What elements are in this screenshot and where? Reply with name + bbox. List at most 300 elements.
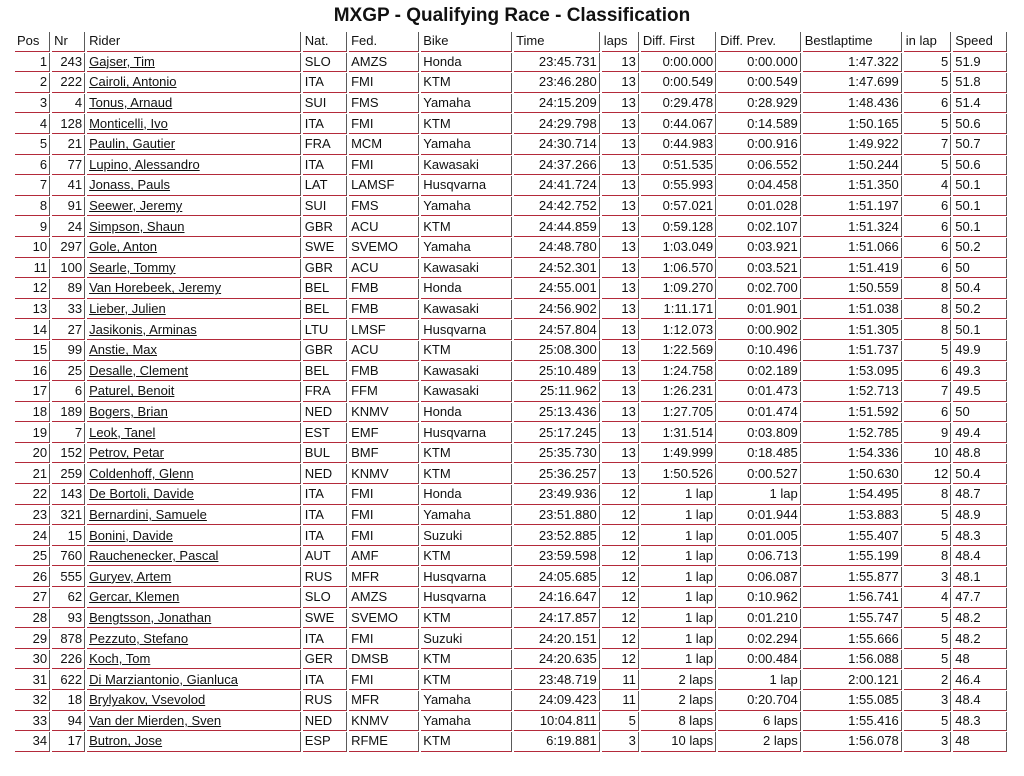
cell-nat: ITA	[303, 629, 347, 649]
cell-rider	[87, 238, 301, 258]
cell-bestlaptime: 1:50.244	[803, 156, 902, 176]
cell-in-lap: 8	[904, 279, 951, 299]
cell-in-lap: 10	[904, 444, 951, 464]
cell-bestlaptime: 1:54.495	[803, 485, 902, 505]
cell-nr: 17	[52, 732, 85, 752]
cell-laps: 5	[602, 712, 639, 732]
table-row	[15, 320, 1007, 340]
cell-diff-prev: 0:00.902	[718, 320, 801, 340]
cell-diff-first: 0:51.535	[641, 156, 716, 176]
cell-pos: 18	[15, 403, 50, 423]
table-row	[15, 712, 1007, 732]
cell-speed: 48.3	[953, 712, 1007, 732]
cell-laps: 13	[602, 156, 639, 176]
cell-diff-prev: 0:00.527	[718, 464, 801, 484]
cell-diff-prev: 0:01.474	[718, 403, 801, 423]
cell-nat: RUS	[303, 567, 347, 587]
cell-diff-first: 1 lap	[641, 588, 716, 608]
cell-diff-first: 1 lap	[641, 650, 716, 670]
cell-diff-prev: 0:02.107	[718, 217, 801, 237]
cell-nr: 226	[52, 650, 85, 670]
cell-in-lap: 6	[904, 217, 951, 237]
cell-nr: 24	[52, 217, 85, 237]
cell-rider	[87, 732, 301, 752]
cell-laps: 13	[602, 176, 639, 196]
cell-speed: 49.5	[953, 382, 1007, 402]
cell-rider	[87, 526, 301, 546]
cell-diff-prev: 0:01.901	[718, 300, 801, 320]
cell-pos: 15	[15, 341, 50, 361]
cell-fed: AMZS	[349, 53, 419, 73]
cell-diff-first: 1:12.073	[641, 320, 716, 340]
table-row	[15, 609, 1007, 629]
cell-nr: 27	[52, 320, 85, 340]
cell-diff-first: 1:26.231	[641, 382, 716, 402]
rider-link[interactable]: Van Horebeek, Jeremy	[89, 280, 222, 296]
table-row	[15, 650, 1007, 670]
rider-link[interactable]: Butron, Jose	[89, 733, 163, 749]
table-row	[15, 362, 1007, 382]
rider-link[interactable]: Bogers, Brian	[89, 403, 168, 419]
cell-laps: 13	[602, 403, 639, 423]
cell-diff-prev: 0:00.484	[718, 650, 801, 670]
table-row	[15, 423, 1007, 443]
cell-nr: 6	[52, 382, 85, 402]
rider-link[interactable]: Lupino, Alessandro	[89, 156, 200, 172]
cell-fed: AMZS	[349, 588, 419, 608]
cell-pos: 4	[15, 114, 50, 134]
cell-pos: 20	[15, 444, 50, 464]
rider-link[interactable]: Desalle, Clement	[89, 362, 189, 378]
cell-diff-prev: 0:28.929	[718, 94, 801, 114]
cell-in-lap: 6	[904, 197, 951, 217]
cell-laps: 13	[602, 238, 639, 258]
cell-nat: GBR	[303, 259, 347, 279]
rider-link[interactable]: Paturel, Benoit	[89, 383, 175, 399]
cell-pos: 25	[15, 547, 50, 567]
rider-link[interactable]: Brylyakov, Vsevolod	[89, 692, 206, 708]
cell-speed: 48	[953, 732, 1007, 752]
cell-laps: 12	[602, 547, 639, 567]
cell-pos: 30	[15, 650, 50, 670]
cell-time: 10:04.811	[514, 712, 600, 732]
cell-diff-first: 2 laps	[641, 691, 716, 711]
rider-link[interactable]: Leok, Tanel	[89, 424, 156, 440]
cell-speed: 50	[953, 259, 1007, 279]
cell-in-lap: 6	[904, 238, 951, 258]
cell-bestlaptime: 2:00.121	[803, 670, 902, 690]
cell-fed: ACU	[349, 341, 419, 361]
table-body	[15, 53, 1007, 752]
cell-in-lap: 3	[904, 567, 951, 587]
cell-pos: 13	[15, 300, 50, 320]
cell-diff-first: 0:59.128	[641, 217, 716, 237]
cell-pos: 31	[15, 670, 50, 690]
cell-nat: ITA	[303, 156, 347, 176]
rider-link[interactable]: Bengtsson, Jonathan	[89, 609, 212, 625]
cell-bestlaptime: 1:50.559	[803, 279, 902, 299]
cell-diff-first: 1:27.705	[641, 403, 716, 423]
cell-diff-prev: 0:06.713	[718, 547, 801, 567]
cell-bike: Yamaha	[421, 197, 512, 217]
cell-rider	[87, 712, 301, 732]
rider-link[interactable]: Di Marziantonio, Gianluca	[89, 671, 238, 687]
rider-link[interactable]: Gercar, Klemen	[89, 589, 180, 605]
cell-nr: 93	[52, 609, 85, 629]
cell-rider	[87, 629, 301, 649]
rider-link[interactable]: Paulin, Gautier	[89, 136, 176, 152]
cell-pos: 34	[15, 732, 50, 752]
cell-nat: SUI	[303, 197, 347, 217]
cell-fed: FMI	[349, 526, 419, 546]
cell-diff-prev: 0:01.473	[718, 382, 801, 402]
cell-in-lap: 5	[904, 506, 951, 526]
cell-bestlaptime: 1:52.713	[803, 382, 902, 402]
cell-bestlaptime: 1:51.324	[803, 217, 902, 237]
cell-speed: 50.1	[953, 176, 1007, 196]
cell-nat: SUI	[303, 94, 347, 114]
cell-time: 25:13.436	[514, 403, 600, 423]
rider-link[interactable]: Pezzuto, Stefano	[89, 630, 189, 646]
cell-pos: 26	[15, 567, 50, 587]
cell-nat: NED	[303, 464, 347, 484]
cell-rider	[87, 94, 301, 114]
cell-rider	[87, 403, 301, 423]
rider-link[interactable]: Lieber, Julien	[89, 301, 166, 317]
cell-laps: 13	[602, 300, 639, 320]
cell-nat: SWE	[303, 238, 347, 258]
rider-link[interactable]: Bernardini, Samuele	[89, 506, 207, 522]
cell-diff-prev: 0:03.809	[718, 423, 801, 443]
cell-bike: Yamaha	[421, 94, 512, 114]
table-row	[15, 259, 1007, 279]
cell-time: 25:08.300	[514, 341, 600, 361]
cell-laps: 13	[602, 259, 639, 279]
cell-diff-prev: 0:14.589	[718, 114, 801, 134]
rider-link[interactable]: Guryev, Artem	[89, 568, 172, 584]
cell-speed: 50.1	[953, 320, 1007, 340]
table-row	[15, 444, 1007, 464]
cell-diff-first: 1:09.270	[641, 279, 716, 299]
cell-diff-prev: 0:04.458	[718, 176, 801, 196]
cell-laps: 13	[602, 341, 639, 361]
cell-fed: FFM	[349, 382, 419, 402]
rider-link[interactable]: Anstie, Max	[89, 342, 158, 358]
cell-time: 24:29.798	[514, 114, 600, 134]
cell-nr: 77	[52, 156, 85, 176]
cell-bike: Yamaha	[421, 691, 512, 711]
cell-bestlaptime: 1:47.699	[803, 73, 902, 93]
cell-rider	[87, 217, 301, 237]
cell-fed: LAMSF	[349, 176, 419, 196]
cell-nat: ITA	[303, 506, 347, 526]
cell-nr: 21	[52, 135, 85, 155]
cell-diff-prev: 0:18.485	[718, 444, 801, 464]
cell-rider	[87, 320, 301, 340]
cell-bike: Honda	[421, 279, 512, 299]
cell-nat: ITA	[303, 526, 347, 546]
cell-nr: 259	[52, 464, 85, 484]
rider-link[interactable]: Gajser, Tim	[89, 53, 155, 69]
cell-fed: FMI	[349, 670, 419, 690]
cell-laps: 12	[602, 588, 639, 608]
table-row	[15, 114, 1007, 134]
rider-link[interactable]: Rauchenecker, Pascal	[89, 548, 219, 564]
cell-nr: 94	[52, 712, 85, 732]
cell-fed: LMSF	[349, 320, 419, 340]
cell-speed: 48.7	[953, 485, 1007, 505]
cell-fed: RFME	[349, 732, 419, 752]
cell-time: 24:52.301	[514, 259, 600, 279]
cell-diff-prev: 0:02.294	[718, 629, 801, 649]
cell-in-lap: 5	[904, 712, 951, 732]
rider-link[interactable]: Jasikonis, Arminas	[89, 321, 197, 337]
cell-bestlaptime: 1:56.088	[803, 650, 902, 670]
cell-nat: NED	[303, 712, 347, 732]
cell-fed: FMB	[349, 362, 419, 382]
rider-link[interactable]: Simpson, Shaun	[89, 218, 185, 234]
cell-speed: 50.7	[953, 135, 1007, 155]
cell-in-lap: 8	[904, 547, 951, 567]
cell-diff-prev: 0:01.028	[718, 197, 801, 217]
cell-diff-prev: 0:20.704	[718, 691, 801, 711]
rider-link[interactable]: Gole, Anton	[89, 239, 158, 255]
rider-link[interactable]: Seewer, Jeremy	[89, 198, 183, 214]
cell-time: 24:16.647	[514, 588, 600, 608]
cell-diff-first: 0:29.478	[641, 94, 716, 114]
cell-bestlaptime: 1:55.407	[803, 526, 902, 546]
cell-speed: 49.4	[953, 423, 1007, 443]
cell-rider	[87, 341, 301, 361]
cell-nr: 555	[52, 567, 85, 587]
cell-pos: 19	[15, 423, 50, 443]
cell-nr: 91	[52, 197, 85, 217]
cell-in-lap: 9	[904, 423, 951, 443]
cell-time: 25:17.245	[514, 423, 600, 443]
table-row	[15, 176, 1007, 196]
cell-fed: FMS	[349, 197, 419, 217]
cell-bike: Husqvarna	[421, 588, 512, 608]
cell-nat: ESP	[303, 732, 347, 752]
rider-link[interactable]: Bonini, Davide	[89, 527, 173, 543]
header-diff-first: Diff. First	[641, 32, 716, 52]
cell-pos: 24	[15, 526, 50, 546]
cell-in-lap: 3	[904, 732, 951, 752]
cell-nat: AUT	[303, 547, 347, 567]
cell-bestlaptime: 1:51.419	[803, 259, 902, 279]
cell-rider	[87, 135, 301, 155]
cell-speed: 48.4	[953, 547, 1007, 567]
cell-time: 23:45.731	[514, 53, 600, 73]
cell-nr: 760	[52, 547, 85, 567]
cell-speed: 48.2	[953, 629, 1007, 649]
cell-laps: 13	[602, 197, 639, 217]
rider-link[interactable]: Searle, Tommy	[89, 259, 176, 275]
cell-bestlaptime: 1:54.336	[803, 444, 902, 464]
cell-diff-first: 0:44.983	[641, 135, 716, 155]
cell-nat: BEL	[303, 362, 347, 382]
cell-nat: BEL	[303, 279, 347, 299]
cell-fed: BMF	[349, 444, 419, 464]
cell-time: 23:48.719	[514, 670, 600, 690]
cell-nr: 15	[52, 526, 85, 546]
cell-nr: 41	[52, 176, 85, 196]
cell-laps: 11	[602, 691, 639, 711]
cell-diff-first: 1:31.514	[641, 423, 716, 443]
cell-rider	[87, 423, 301, 443]
cell-time: 23:59.598	[514, 547, 600, 567]
cell-bike: KTM	[421, 670, 512, 690]
rider-link[interactable]: Petrov, Petar	[89, 445, 164, 461]
cell-bestlaptime: 1:55.747	[803, 609, 902, 629]
cell-rider	[87, 176, 301, 196]
cell-fed: FMI	[349, 73, 419, 93]
cell-rider	[87, 73, 301, 93]
cell-bestlaptime: 1:51.737	[803, 341, 902, 361]
cell-nr: 128	[52, 114, 85, 134]
cell-fed: SVEMO	[349, 238, 419, 258]
cell-bestlaptime: 1:51.305	[803, 320, 902, 340]
cell-speed: 50.2	[953, 300, 1007, 320]
cell-speed: 50.4	[953, 464, 1007, 484]
cell-time: 24:41.724	[514, 176, 600, 196]
table-row	[15, 238, 1007, 258]
cell-in-lap: 5	[904, 73, 951, 93]
table-header-row	[15, 32, 1007, 52]
table-row	[15, 464, 1007, 484]
cell-in-lap: 4	[904, 588, 951, 608]
cell-bike: Husqvarna	[421, 423, 512, 443]
cell-pos: 33	[15, 712, 50, 732]
cell-nr: 25	[52, 362, 85, 382]
cell-bestlaptime: 1:52.785	[803, 423, 902, 443]
cell-bike: Kawasaki	[421, 259, 512, 279]
cell-rider	[87, 362, 301, 382]
cell-nr: 7	[52, 423, 85, 443]
header-laps: laps	[602, 32, 639, 52]
cell-pos: 3	[15, 94, 50, 114]
cell-diff-first: 1 lap	[641, 485, 716, 505]
rider-link[interactable]: Cairoli, Antonio	[89, 74, 177, 90]
cell-time: 24:20.635	[514, 650, 600, 670]
table-row	[15, 197, 1007, 217]
cell-in-lap: 5	[904, 114, 951, 134]
cell-rider	[87, 156, 301, 176]
cell-pos: 27	[15, 588, 50, 608]
cell-speed: 50.1	[953, 197, 1007, 217]
cell-laps: 12	[602, 567, 639, 587]
cell-diff-prev: 6 laps	[718, 712, 801, 732]
table-row	[15, 403, 1007, 423]
cell-diff-prev: 0:00.000	[718, 53, 801, 73]
table-row	[15, 73, 1007, 93]
cell-fed: MCM	[349, 135, 419, 155]
cell-fed: ACU	[349, 259, 419, 279]
cell-bike: Yamaha	[421, 506, 512, 526]
cell-rider	[87, 567, 301, 587]
cell-time: 24:15.209	[514, 94, 600, 114]
cell-bike: Husqvarna	[421, 567, 512, 587]
cell-pos: 21	[15, 464, 50, 484]
cell-bestlaptime: 1:51.066	[803, 238, 902, 258]
cell-laps: 13	[602, 135, 639, 155]
cell-bestlaptime: 1:53.883	[803, 506, 902, 526]
cell-speed: 51.8	[953, 73, 1007, 93]
cell-diff-first: 1:03.049	[641, 238, 716, 258]
cell-time: 24:09.423	[514, 691, 600, 711]
rider-link[interactable]: Coldenhoff, Glenn	[89, 465, 194, 481]
cell-diff-first: 1 lap	[641, 547, 716, 567]
cell-rider	[87, 300, 301, 320]
cell-fed: FMB	[349, 300, 419, 320]
cell-fed: FMB	[349, 279, 419, 299]
table-row	[15, 567, 1007, 587]
cell-laps: 12	[602, 485, 639, 505]
rider-link[interactable]: De Bortoli, Davide	[89, 486, 194, 502]
cell-laps: 13	[602, 279, 639, 299]
cell-diff-prev: 0:00.916	[718, 135, 801, 155]
cell-time: 24:57.804	[514, 320, 600, 340]
cell-fed: MFR	[349, 691, 419, 711]
table-row	[15, 300, 1007, 320]
rider-link[interactable]: Monticelli, Ivo	[89, 115, 168, 131]
cell-pos: 8	[15, 197, 50, 217]
cell-pos: 10	[15, 238, 50, 258]
cell-fed: FMS	[349, 94, 419, 114]
cell-in-lap: 2	[904, 670, 951, 690]
cell-diff-prev: 0:01.944	[718, 506, 801, 526]
cell-nr: 222	[52, 73, 85, 93]
rider-link[interactable]: Tonus, Arnaud	[89, 95, 173, 111]
cell-speed: 48.9	[953, 506, 1007, 526]
cell-in-lap: 5	[904, 629, 951, 649]
cell-diff-first: 1:22.569	[641, 341, 716, 361]
cell-time: 6:19.881	[514, 732, 600, 752]
cell-speed: 48.3	[953, 526, 1007, 546]
cell-speed: 48.4	[953, 691, 1007, 711]
cell-bike: Kawasaki	[421, 362, 512, 382]
rider-link[interactable]: Jonass, Pauls	[89, 177, 171, 193]
cell-rider	[87, 197, 301, 217]
cell-bestlaptime: 1:49.922	[803, 135, 902, 155]
cell-speed: 51.4	[953, 94, 1007, 114]
cell-laps: 13	[602, 217, 639, 237]
rider-link[interactable]: Van der Mierden, Sven	[89, 712, 222, 728]
table-row	[15, 691, 1007, 711]
cell-diff-prev: 0:02.700	[718, 279, 801, 299]
rider-link[interactable]: Koch, Tom	[89, 651, 151, 667]
cell-bestlaptime: 1:56.741	[803, 588, 902, 608]
header-diff-prev: Diff. Prev.	[718, 32, 801, 52]
cell-in-lap: 8	[904, 300, 951, 320]
table-row	[15, 94, 1007, 114]
cell-time: 25:11.962	[514, 382, 600, 402]
cell-nr: 189	[52, 403, 85, 423]
cell-laps: 12	[602, 526, 639, 546]
cell-bike: KTM	[421, 609, 512, 629]
cell-laps: 11	[602, 670, 639, 690]
cell-nr: 4	[52, 94, 85, 114]
cell-in-lap: 6	[904, 259, 951, 279]
cell-diff-first: 0:55.993	[641, 176, 716, 196]
cell-speed: 50	[953, 403, 1007, 423]
cell-rider	[87, 53, 301, 73]
cell-time: 24:17.857	[514, 609, 600, 629]
header-bestlaptime: Bestlaptime	[803, 32, 902, 52]
cell-in-lap: 8	[904, 485, 951, 505]
cell-speed: 48.1	[953, 567, 1007, 587]
cell-in-lap: 8	[904, 320, 951, 340]
